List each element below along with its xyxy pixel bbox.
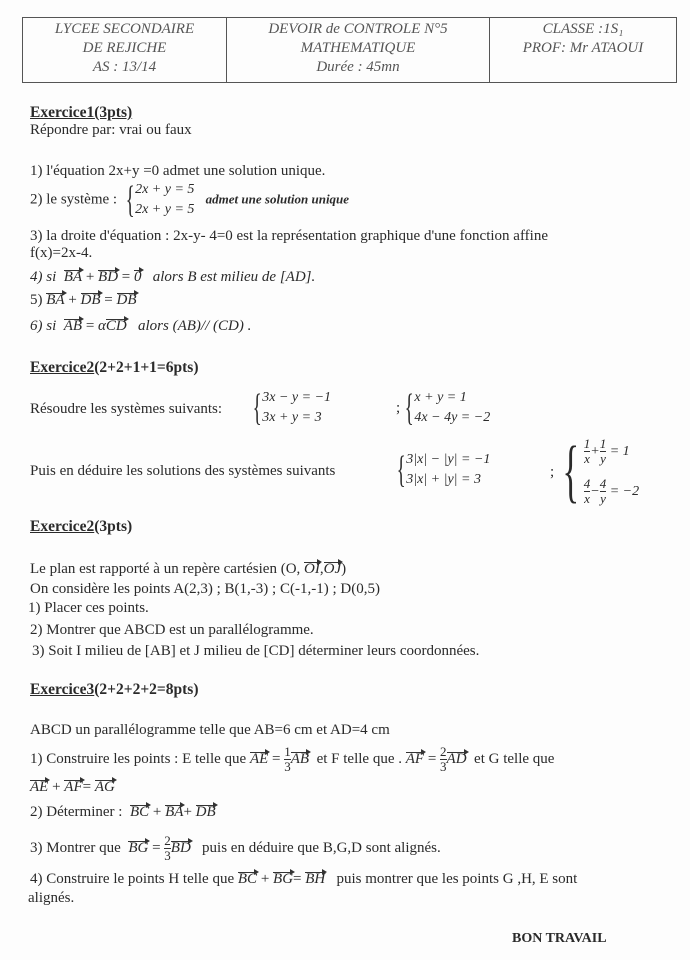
vector: BH — [305, 871, 326, 887]
eq: 3|x| + |y| = 3 — [406, 472, 481, 487]
class-cell — [490, 18, 676, 82]
ex1-q4: 4) si BA + BD = 0 alors B est milieu de [AD]. — [30, 269, 316, 285]
text: 4) Construire le points H telle que — [30, 871, 235, 887]
text: 3) Montrer que — [30, 839, 121, 856]
eq: 3x + y = 3 — [262, 410, 322, 425]
ex1-q3: 3) la droite d'équation : 2x-y- 4=0 est la représentation graphique d'une fonction affine — [30, 228, 549, 244]
school-town: DE REJICHE — [82, 40, 167, 56]
ex3-title: Exercice2 — [30, 518, 95, 535]
ex3-points: (3pts) — [94, 518, 133, 535]
eq: 2x + y = 5 — [135, 182, 195, 197]
eq: x + y = 1 — [414, 390, 467, 405]
text: 1) Construire les points : E telle que — [30, 750, 247, 767]
q4-tail: alors B est milieu de [AD]. — [152, 269, 316, 285]
ex3-l3: 1) Placer ces points. — [28, 600, 149, 616]
ex2-title: Exercice2 — [30, 359, 95, 376]
eq: $\frac{1}{x}$ + $\frac{1}{y}$ = 1 — [583, 436, 630, 467]
eq: $\frac{4}{x}$ − $\frac{4}{y}$ = −2 — [583, 476, 640, 507]
ex4-l5-cont: alignés. — [28, 890, 75, 906]
ex2-deduce: Puis en déduire les solutions des systèmes suivants — [30, 463, 336, 479]
text: puis en déduire que B,G,D sont alignés. — [202, 839, 441, 856]
vector: BA — [165, 804, 184, 820]
vector: BG — [128, 839, 149, 856]
vector: BC — [237, 871, 258, 887]
ex3-l1: Le plan est rapporté à un repère cartésien (O, OI,OJ) — [30, 561, 347, 577]
vector: AB — [63, 318, 83, 334]
ex1-q3-cont: f(x)=2x-4. — [30, 245, 93, 261]
ex1-q1: 1) l'équation 2x+y =0 admet une solution unique. — [30, 163, 326, 179]
system-c: { 3|x| − |y| = −1 3|x| + |y| = 3 — [396, 449, 491, 491]
ex4-heading — [30, 681, 198, 699]
exam-subject: MATHEMATIQUE — [300, 40, 416, 56]
ex2-solve: Résoudre les systèmes suivants: — [30, 401, 223, 417]
header-table — [22, 17, 677, 83]
system-a: { 3x − y = −1 3x + y = 3 — [252, 387, 332, 429]
vector: DB — [195, 804, 216, 820]
q2-system: { 2x + y = 5 2x + y = 5 — [125, 179, 195, 221]
ex4-l2: 1) Construire les points : E telle que AE = $\frac{1}{3}$ AB et F telle que . AF = $\frac{2}{3}$ AD et G telle que — [30, 744, 555, 774]
school-name: LYCEE SECONDAIRE — [54, 21, 195, 37]
ex3-heading — [30, 518, 132, 536]
ex1-title: Exercice1 — [30, 104, 95, 121]
ex1-heading — [30, 104, 132, 122]
ex2-points: (2+2+1+1=6pts) — [94, 359, 199, 376]
vector: DB — [80, 292, 101, 308]
school-year: AS : 13/14 — [92, 59, 157, 75]
ex1-points: (3pts) — [94, 104, 133, 121]
vector: CD — [105, 318, 127, 334]
vector: BA — [63, 269, 83, 285]
teacher-name: PROF: Mr ATAOUI — [522, 40, 644, 56]
system-b: ; { x + y = 1 4x − 4y = −2 — [396, 387, 491, 429]
text: Le plan est rapporté à un repère cartésien (O, — [30, 561, 301, 577]
text: et G telle que — [474, 750, 555, 767]
q5-pre: 5) — [30, 292, 43, 308]
eq: 4x − 4y = −2 — [414, 410, 491, 425]
ex3-l4: 2) Montrer que ABCD est un parallélogramme. — [30, 622, 314, 638]
school-cell — [23, 18, 227, 82]
q6-pre: 6) si — [30, 318, 57, 334]
text: 2) Déterminer : — [30, 804, 123, 820]
vector: OJ — [323, 561, 342, 577]
vector: AB — [290, 750, 310, 767]
vector: OI — [304, 561, 320, 577]
ex4-title: Exercice3 — [30, 681, 95, 698]
vector: BG — [273, 871, 294, 887]
vector: DB — [116, 292, 137, 308]
ex4-l5: 4) Construire le points H telle que BC + BG= BH puis montrer que les points G ,H, E sont — [30, 871, 578, 887]
ex3-l2: On considère les points A(2,3) ; B(1,-3) ; C(-1,-1) ; D(0,5) — [30, 581, 380, 597]
vector: BA — [46, 292, 65, 308]
exam-title: DEVOIR de CONTROLE N°5 — [268, 21, 448, 37]
ex4-points: (2+2+2+2=8pts) — [94, 681, 199, 698]
system-d: ; { $\frac{1}{x}$ + $\frac{1}{y}$ = 1 $\frac{4}{x}$ − $\frac{4}{y}$ = −2 — [550, 433, 640, 510]
q2-tail: admet une solution unique — [205, 191, 350, 207]
vector: AE — [30, 779, 49, 795]
vector: AE — [249, 750, 269, 767]
vector: AG — [94, 779, 115, 795]
vector: 0 — [134, 269, 142, 285]
vector: AD — [446, 750, 467, 767]
alpha: α — [98, 318, 106, 334]
vector: AF — [405, 750, 425, 767]
vector: BC — [129, 804, 150, 820]
closing-note: BON TRAVAIL — [512, 931, 607, 946]
exam-cell — [227, 18, 490, 82]
ex2-heading — [30, 359, 198, 377]
exam-duration: Durée : 45mn — [316, 59, 400, 75]
ex1-q6: 6) si AB = αCD alors (AB)// (CD) . — [30, 318, 252, 334]
ex4-l1: ABCD un parallélogramme telle que AB=6 cm et AD=4 cm — [30, 722, 390, 738]
vector: BD — [170, 839, 191, 856]
q4-pre: 4) si — [30, 269, 57, 285]
ex1-q2 — [30, 180, 349, 220]
ex3-l5: 3) Soit I milieu de [AB] et J milieu de [CD] déterminer leurs coordonnées. — [32, 643, 480, 659]
vector: BD — [98, 269, 119, 285]
text: puis montrer que les points G ,H, E sont — [336, 871, 578, 887]
text: et F telle que . — [316, 750, 402, 767]
q6-tail: alors (AB)// (CD) . — [138, 318, 252, 334]
ex1-q5: 5) BA + DB = DB — [30, 292, 137, 308]
class-name: CLASSE :1S₁ — [542, 21, 624, 37]
vector: AF — [64, 779, 83, 795]
ex4-l2-cont: AE + AF= AG — [30, 779, 115, 795]
q2-label: 2) le système : — [30, 191, 118, 208]
rhs: = −2 — [609, 484, 640, 499]
eq: 3|x| − |y| = −1 — [406, 452, 491, 467]
ex4-l3: 2) Déterminer : BC + BA+ DB — [30, 804, 216, 820]
ex4-l4: 3) Montrer que BG = $\frac{2}{3}$ BD puis en déduire que B,G,D sont alignés. — [30, 833, 441, 863]
rhs: = 1 — [609, 444, 630, 459]
ex1-intro: Répondre par: vrai ou faux — [30, 122, 192, 138]
eq: 3x − y = −1 — [262, 390, 332, 405]
eq: 2x + y = 5 — [135, 202, 195, 217]
